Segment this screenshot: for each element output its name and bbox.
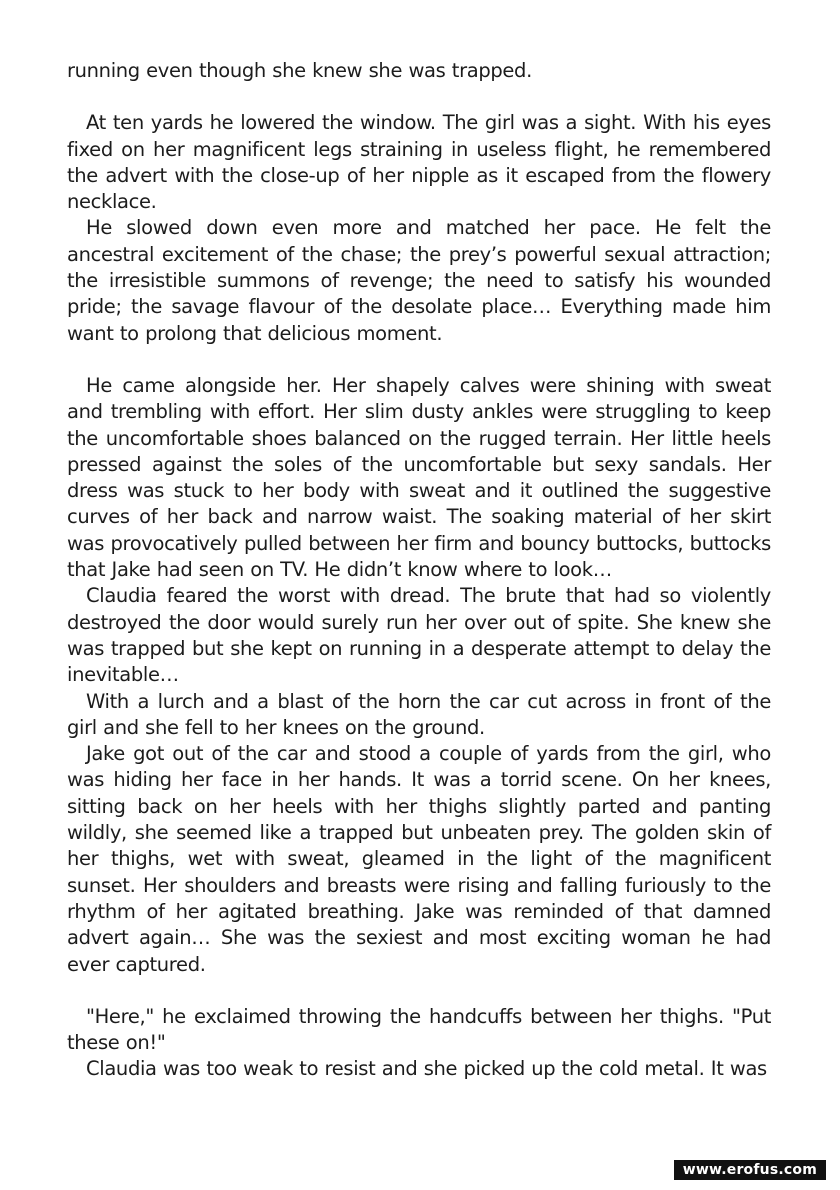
- paragraph-5: Claudia feared the worst with dread. The brute that had so violently destroyed the door would surely run her over out of spite. She knew she was trapped but she kept on running in a desperate attempt to delay the inevitable…: [67, 584, 771, 687]
- paragraph-3: He slowed down even more and matched her pace. He felt the ancestral excitement of the chase; the prey’s powerful sexual attraction; the irresistible summons of revenge; the need to satisfy his wounded pride; the savage flavour of the desolate place… Everything made him want to prolong that delicious moment.: [67, 216, 771, 345]
- paragraph-6: With a lurch and a blast of the horn the car cut across in front of the girl and she fell to her knees on the ground.: [67, 689, 771, 739]
- paragraph-9: Claudia was too weak to resist and she picked up the cold metal. It was: [86, 1057, 767, 1081]
- paragraph-8: "Here," he exclaimed throwing the handcuffs between her thighs. "Put these on!": [67, 1004, 771, 1055]
- watermark: www.erofus.com: [674, 1160, 826, 1180]
- paragraph-4: He came alongside her. Her shapely calves were shining with sweat and trembling with effort. Her slim dusty ankles were struggling to keep the uncomfortable shoes balanced on the rugged terrain. Her little heels pressed against the soles of the uncomfortable but sexy sandals. Her dress was stuck to her body with sweat and it outlined the suggestive curves of her back and narrow waist. The soaking material of her skirt was provocatively pulled between her firm and bouncy buttocks, buttocks that Jake had seen on TV. He didn’t know where to look…: [67, 373, 771, 582]
- paragraph-7: Jake got out of the car and stood a couple of yards from the girl, who was hiding her face in her hands. It was a torrid scene. On her knees, sitting back on her heels with her thighs slightly parted and panting wildly, she seemed like a trapped but unbeaten prey. The golden skin of her thighs, wet with sweat, gleamed in the light of the magnificent sunset. Her shoulders and breasts were rising and falling furiously to the rhythm of her agitated breathing. Jake was reminded of that damned advert again… She was the sexiest and most exciting woman he had ever captured.: [67, 742, 771, 976]
- paragraph-1: running even though she knew she was trapped.: [67, 59, 532, 82]
- page-body: [67, 58, 771, 1083]
- paragraph-2: At ten yards he lowered the window. The girl was a sight. With his eyes fixed on her magnificent legs straining in useless flight, he remembered the advert with the close-up of her nipple as it escaped from the flowery necklace.: [67, 111, 771, 214]
